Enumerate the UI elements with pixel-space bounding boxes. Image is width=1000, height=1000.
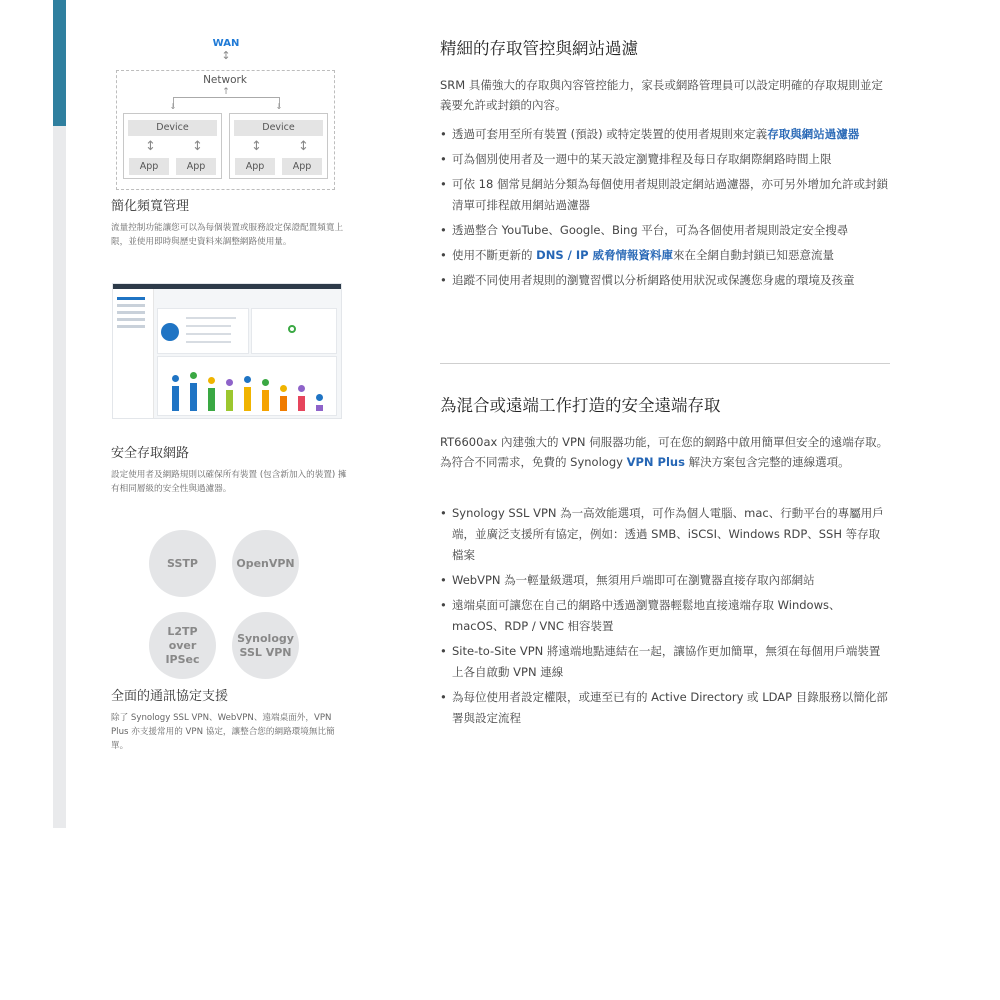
arrow-down-icon: ↓ (275, 102, 283, 111)
thumb-bar (316, 405, 323, 411)
app-label: App (176, 158, 216, 175)
list-item: • 使用不斷更新的 DNS / IP 威脅情報資料庫來在全網自動封鎖已知惡意流量 (440, 248, 835, 262)
device-group-right (229, 113, 328, 179)
section-remote-title: 為混合或遠端工作打造的安全遠端存取 (440, 396, 721, 415)
list-item: • 可依 18 個常見網站分類為每個使用者規則設定網站過濾器，亦可另外增加允許或封鎖清單可排程啟用網站過濾器 (440, 177, 888, 212)
dashboard-sidebar (113, 289, 154, 418)
arrow-down-icon: ↓ (169, 102, 177, 111)
donut-chart-icon (161, 323, 179, 341)
thumb-bar (262, 390, 269, 411)
vpn-plus-link[interactable]: VPN Plus (626, 455, 685, 469)
avatar-icon (244, 376, 251, 383)
access-filter-link[interactable]: 存取與網站過濾器 (767, 127, 860, 141)
protocol-sstp: SSTP (149, 530, 216, 597)
section-remote-intro: RT6600ax 內建強大的 VPN 伺服器功能，可在您的網路中啟用簡單但安全的遠端存取。為符合不同需求，免費的 Synology VPN Plus 解決方案包含完整的連線選項。 (440, 435, 889, 469)
list-item: • Site-to-Site VPN 將遠端地點連結在一起，讓協作更加簡單，無須在每個用戶端裝置上各自啟動 VPN 連線 (440, 644, 881, 679)
up-down-arrow-icon: ↕ (145, 139, 156, 154)
list-item: • 遠端桌面可讓您在自己的網路中透過瀏覽器輕鬆地直接遠端存取 Windows、macOS、RDP / VNC 相容裝置 (440, 598, 841, 633)
app-label: App (282, 158, 322, 175)
thumb-bar (226, 390, 233, 411)
protocol-openvpn: OpenVPN (232, 530, 299, 597)
dashboard-card (251, 308, 337, 354)
secure-title: 安全存取網路 (111, 446, 190, 461)
avatar-icon (262, 379, 269, 386)
thumb-bar (244, 387, 251, 411)
device-label: Device (234, 120, 323, 136)
thumb-bar (298, 396, 305, 411)
dashboard-screenshot (112, 283, 342, 419)
network-label: Network (203, 74, 247, 86)
thumb-bar (280, 396, 287, 411)
secure-desc: 設定使用者及網路規則以確保所有裝置 (包含新加入的裝置) 擁有相同層級的安全性與過濾器。 (111, 470, 347, 494)
list-item: • 為每位使用者設定權限，或連至已有的 Active Directory 或 LDAP 目錄服務以簡化部署與設定流程 (440, 690, 888, 725)
list-item: • 可為個別使用者及一週中的某天設定瀏覽排程及每日存取網際網路時間上限 (440, 152, 832, 166)
thumb-bar (208, 388, 215, 411)
up-down-arrow-icon: ↕ (221, 49, 231, 62)
bandwidth-desc: 流量控制功能讓您可以為每個裝置或服務設定保證配置頻寬上限，並使用即時與歷史資料來調整網路使用量。 (111, 223, 344, 247)
protocol-l2tp: L2TP over IPSec (149, 612, 216, 679)
avatar-icon (226, 379, 233, 386)
up-down-arrow-icon: ↕ (192, 139, 203, 154)
list-item: • 追蹤不同使用者規則的瀏覽習慣以分析網路使用狀況或保護您身處的環境及孩童 (440, 273, 855, 287)
device-label: Device (128, 120, 217, 136)
list-item: • Synology SSL VPN 為一高效能選項，可作為個人電腦、mac、行動平台的專屬用戶端，並廣泛支援所有協定，例如：透過 SMB、iSCSI、Windows RDP、SSH 等存取檔案 (440, 506, 884, 562)
protocols-title: 全面的通訊協定支援 (111, 689, 229, 704)
bandwidth-title: 簡化頻寬管理 (111, 199, 190, 214)
access-bullet-list (440, 124, 890, 291)
app-label: App (129, 158, 169, 175)
left-rail-accent (53, 0, 66, 126)
avatar-icon (172, 375, 179, 382)
up-down-arrow-icon: ↕ (251, 139, 262, 154)
threat-db-link[interactable]: DNS / IP 威脅情報資料庫 (536, 248, 674, 262)
device-group-left (123, 113, 222, 179)
avatar-icon (190, 372, 197, 379)
section-divider (440, 363, 890, 364)
status-ring-icon (288, 325, 296, 333)
thumb-bar (172, 386, 179, 411)
remote-bullet-list (440, 503, 890, 729)
connector-line (173, 97, 280, 98)
wan-label: WAN (212, 38, 240, 49)
arrow-up-icon: ↑ (222, 87, 230, 97)
list-item: • WebVPN 為一輕量級選項，無須用戶端即可在瀏覽器直接存取內部網站 (440, 573, 815, 587)
up-down-arrow-icon: ↕ (298, 139, 309, 154)
list-item: • 透過整合 YouTube、Google、Bing 平台，可為各個使用者規則設定安全搜尋 (440, 223, 849, 237)
protocol-synology-ssl: Synology SSL VPN (232, 612, 299, 679)
avatar-icon (280, 385, 287, 392)
avatar-icon (316, 394, 323, 401)
thumb-bar (190, 383, 197, 411)
list-item: • 透過可套用至所有裝置 (預設) 或特定裝置的使用者規則來定義存取與網站過濾器 (440, 127, 860, 141)
section-access-title: 精細的存取管控與網站過濾 (440, 39, 638, 58)
section-access-intro: SRM 具備強大的存取與內容管控能力，家長或網路管理員可以設定明確的存取規則並定義要允許或封鎖的內容。 (440, 78, 883, 112)
avatar-icon (298, 385, 305, 392)
app-label: App (235, 158, 275, 175)
dashboard-bar-chart (157, 356, 337, 416)
dashboard-card (157, 308, 249, 354)
protocols-desc: 除了 Synology SSL VPN、WebVPN、遠端桌面外，VPN Plus 亦支援常用的 VPN 協定，讓整合您的網路環境無比簡單。 (111, 713, 335, 751)
avatar-icon (208, 377, 215, 384)
